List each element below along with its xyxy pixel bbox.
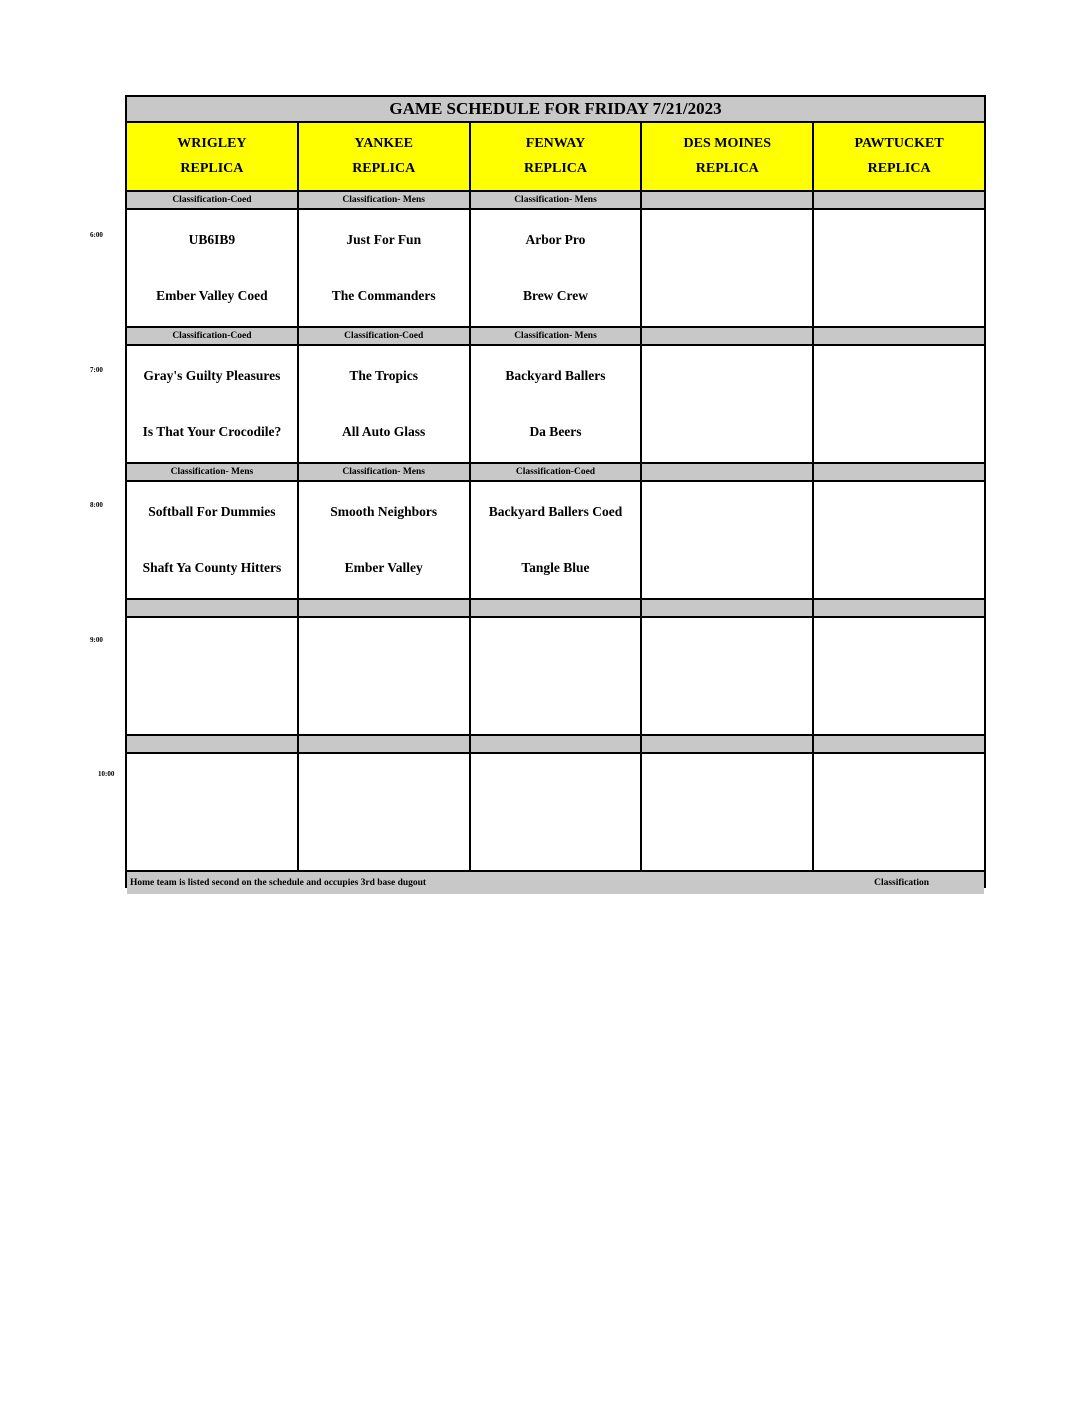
game-cell (471, 482, 641, 598)
field-header-fenway (471, 123, 641, 190)
away-team: UB6IB9 (188, 232, 236, 247)
schedule-title: GAME SCHEDULE FOR FRIDAY 7/21/2023 (127, 97, 984, 121)
home-team: Da Beers (529, 424, 582, 439)
game-cell (471, 210, 641, 326)
game-cell (814, 754, 984, 870)
classification-cell (642, 600, 812, 616)
game-cell (642, 618, 812, 734)
game-cell (299, 754, 469, 870)
game-cell (299, 210, 469, 326)
classification-cell: Classification-Coed (299, 328, 469, 344)
field-subtitle: REPLICA (867, 161, 931, 176)
time-label: 6:00 (90, 231, 103, 239)
game-cell (127, 482, 297, 598)
classification-cell: Classification- Mens (471, 328, 641, 344)
game-cell (471, 618, 641, 734)
game-cell (299, 482, 469, 598)
classification-cell (814, 192, 984, 208)
classification-cell (642, 736, 812, 752)
game-cell (299, 618, 469, 734)
classification-cell (814, 464, 984, 480)
footer-note-bar (127, 872, 984, 894)
game-cell (471, 754, 641, 870)
game-cell (642, 482, 812, 598)
away-team: Gray's Guilty Pleasures (143, 368, 281, 383)
classification-cell (471, 736, 641, 752)
away-team: Just For Fun (346, 232, 422, 247)
home-team: Tangle Blue (521, 560, 590, 575)
game-cell (127, 618, 297, 734)
game-cell (814, 346, 984, 462)
game-cell (814, 482, 984, 598)
game-cell (127, 754, 297, 870)
classification-cell: Classification-Coed (127, 192, 297, 208)
classification-cell (127, 600, 297, 616)
home-team: Ember Valley (344, 560, 423, 575)
game-cell (642, 754, 812, 870)
classification-cell: Classification-Coed (127, 328, 297, 344)
home-team: Shaft Ya County Hitters (142, 560, 282, 575)
classification-cell: Classification-Coed (471, 464, 641, 480)
game-cell (814, 618, 984, 734)
classification-cell (471, 600, 641, 616)
field-name: YANKEE (354, 136, 413, 151)
classification-label: Classification (874, 878, 929, 888)
home-team: Is That Your Crocodile? (142, 424, 282, 439)
classification-cell (814, 736, 984, 752)
time-label: 8:00 (90, 501, 103, 509)
classification-cell: Classification- Mens (299, 192, 469, 208)
field-subtitle: REPLICA (523, 161, 587, 176)
classification-cell (814, 328, 984, 344)
classification-cell: Classification- Mens (127, 464, 297, 480)
field-header-yankee (299, 123, 469, 190)
home-team-note: Home team is listed second on the schedule and occupies 3rd base dugout (130, 878, 427, 888)
field-header-pawtucket (814, 123, 984, 190)
game-cell (127, 346, 297, 462)
field-name: FENWAY (525, 136, 586, 151)
game-cell (471, 346, 641, 462)
time-label: 10:00 (98, 770, 115, 778)
classification-cell: Classification- Mens (471, 192, 641, 208)
classification-cell (814, 600, 984, 616)
field-name: DES MOINES (683, 136, 772, 151)
away-team: Backyard Ballers (505, 368, 606, 383)
classification-cell: Classification- Mens (299, 464, 469, 480)
home-team: All Auto Glass (342, 424, 426, 439)
field-subtitle: REPLICA (352, 161, 416, 176)
home-team: Ember Valley Coed (156, 288, 268, 303)
home-team: Brew Crew (522, 288, 589, 303)
away-team: Softball For Dummies (148, 504, 276, 519)
classification-cell (642, 192, 812, 208)
field-subtitle: REPLICA (180, 161, 244, 176)
away-team: Backyard Ballers Coed (488, 504, 623, 519)
schedule-table (125, 95, 986, 888)
classification-cell (299, 600, 469, 616)
time-label: 9:00 (90, 636, 103, 644)
field-name: WRIGLEY (177, 136, 247, 151)
game-cell (814, 210, 984, 326)
classification-cell (127, 736, 297, 752)
away-team: The Tropics (349, 368, 419, 383)
classification-cell (642, 328, 812, 344)
field-name: PAWTUCKET (854, 136, 944, 151)
game-cell (642, 346, 812, 462)
field-header-wrigley (127, 123, 297, 190)
field-header-des-moines (642, 123, 812, 190)
classification-cell (299, 736, 469, 752)
game-cell (127, 210, 297, 326)
time-label: 7:00 (90, 366, 103, 374)
home-team: The Commanders (331, 288, 436, 303)
game-cell (642, 210, 812, 326)
away-team: Arbor Pro (525, 232, 586, 247)
classification-cell (642, 464, 812, 480)
game-cell (299, 346, 469, 462)
field-subtitle: REPLICA (695, 161, 759, 176)
away-team: Smooth Neighbors (330, 504, 438, 519)
